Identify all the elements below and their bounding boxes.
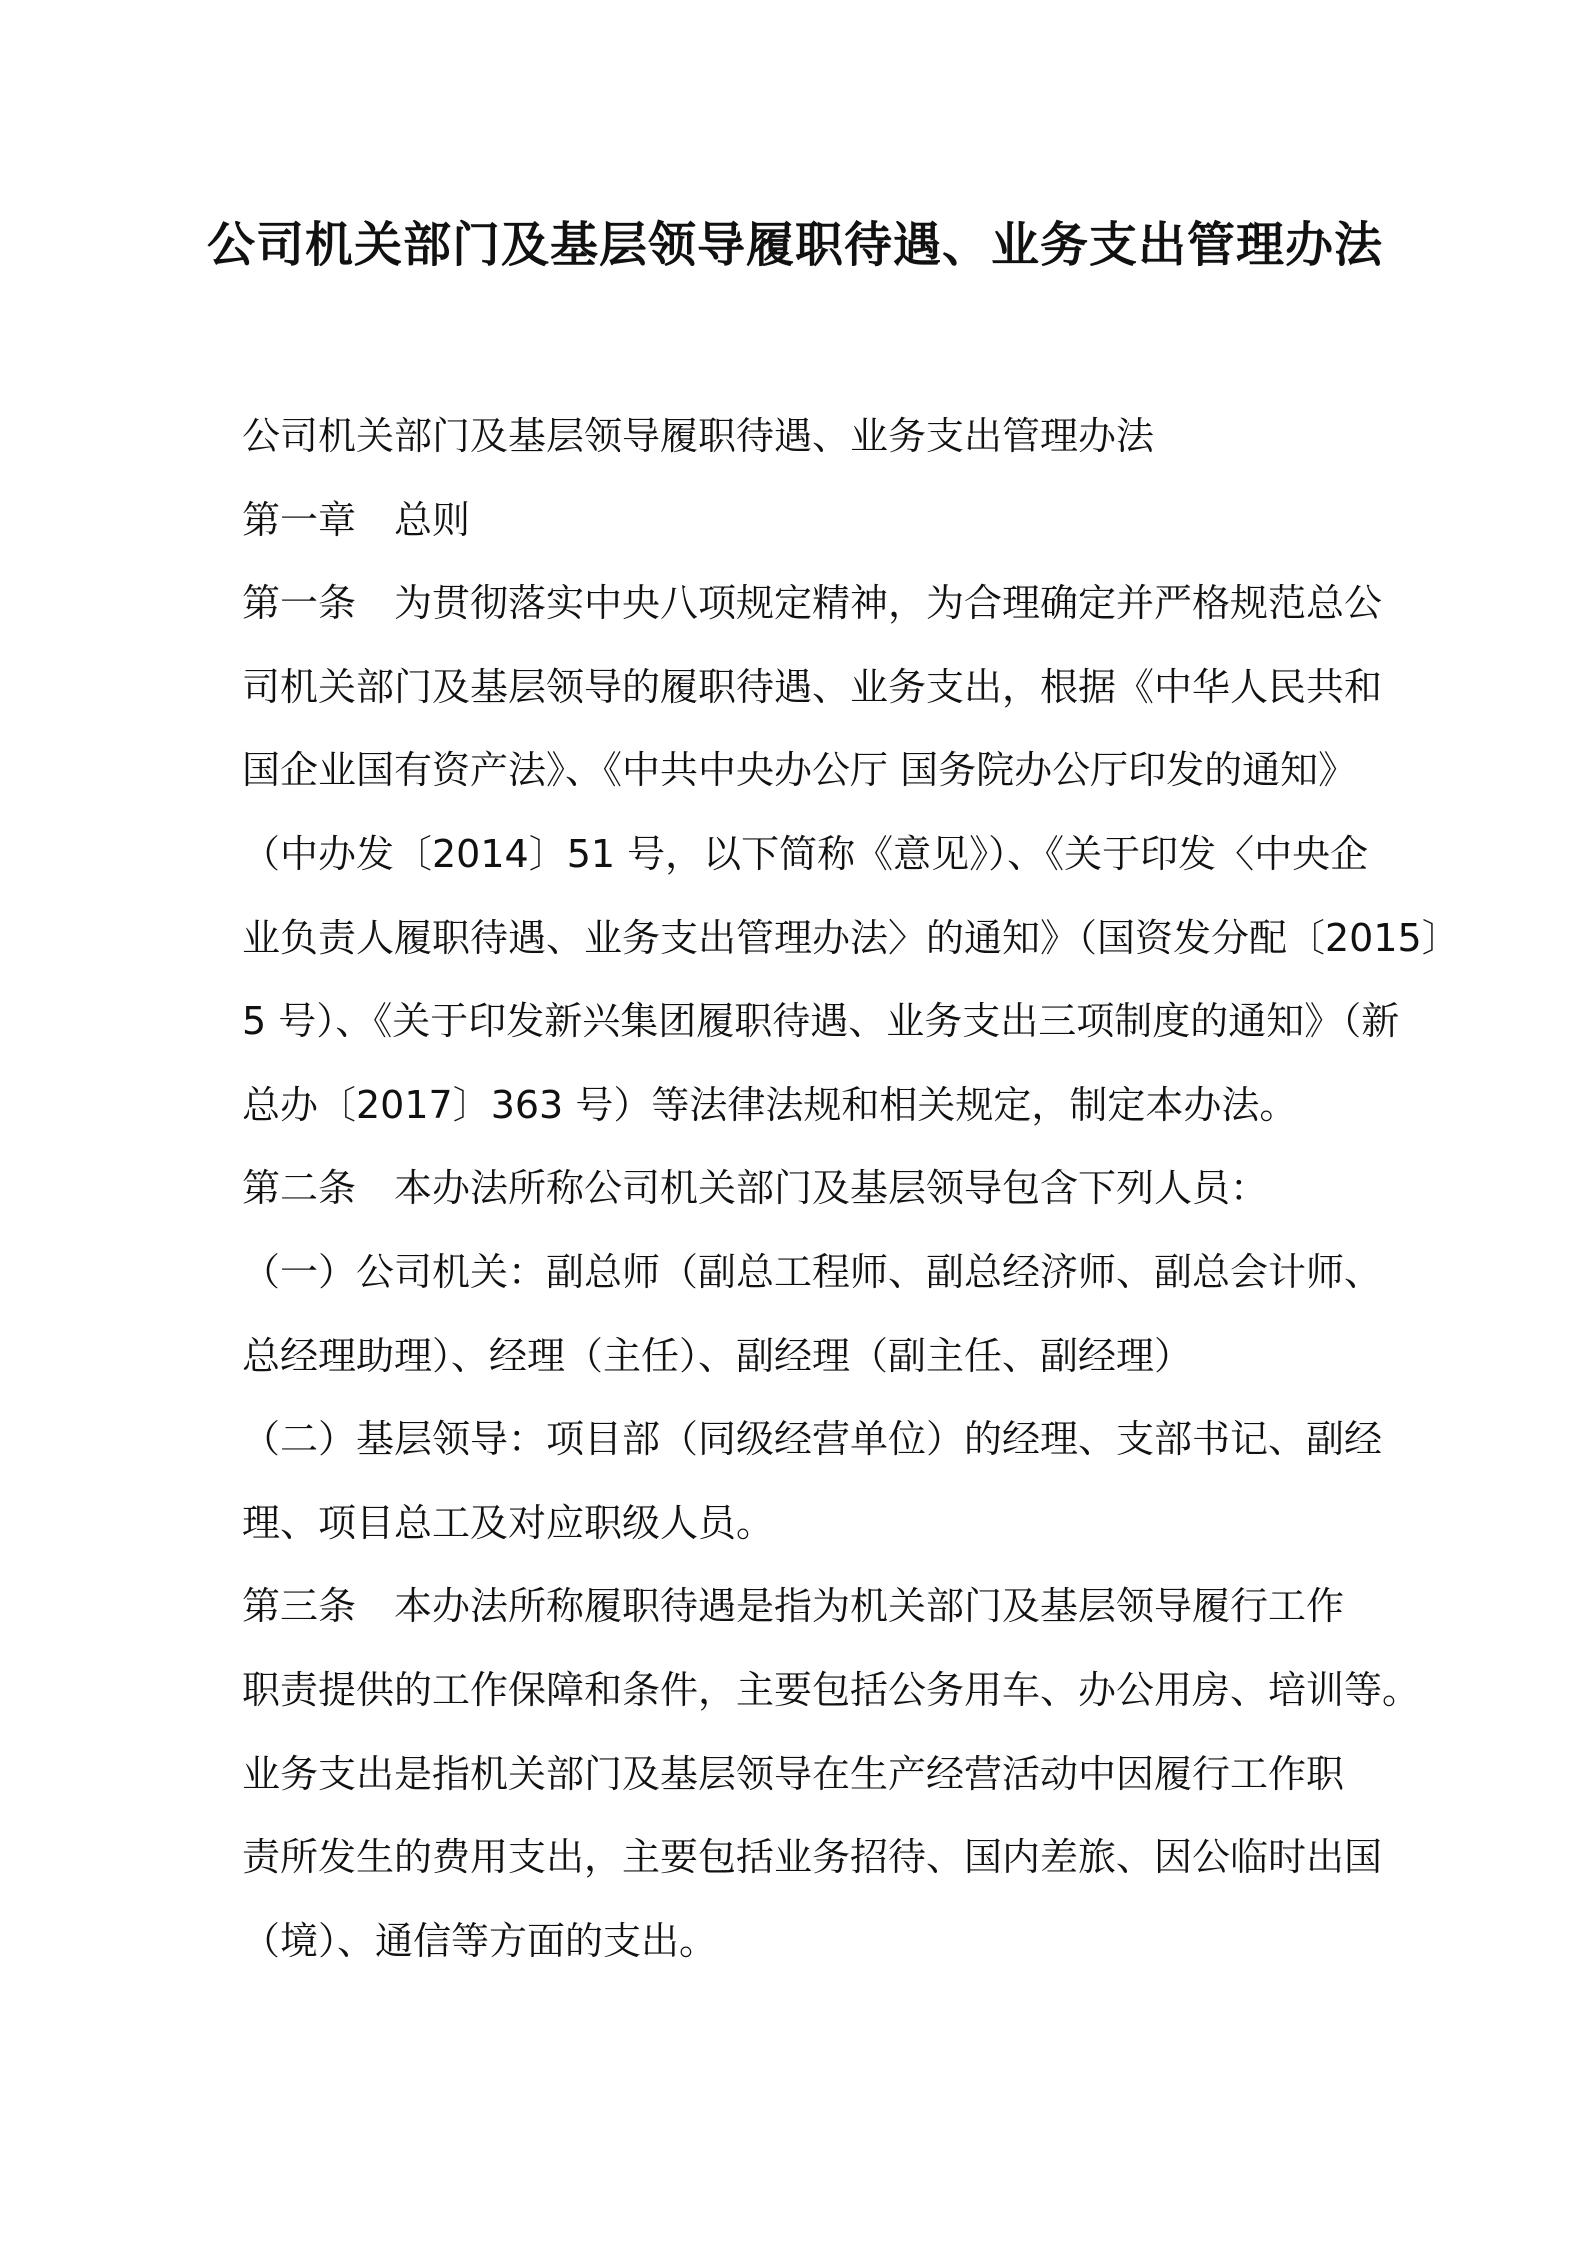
body-line: 5 号）、《关于印发新兴集团履职待遇、业务支出三项制度的通知》（新 (242, 999, 1400, 1044)
body-line: 总经理助理）、经理（主任）、副经理（副主任、副经理） (242, 1333, 1193, 1378)
body-line: 国企业国有资产法》、《中共中央办公厅 国务院办公厅印发的通知》 (242, 748, 1357, 793)
body-line: 业负责人履职待遇、业务支出管理办法〉的通知》（国资发分配〔2015〕 (242, 915, 1460, 960)
document-body (242, 395, 1460, 1983)
body-line: 总办〔2017〕363 号）等法律法规和相关规定，制定本办法。 (242, 1082, 1298, 1127)
body-line: 理、项目总工及对应职级人员。 (242, 1500, 775, 1545)
body-line: （中办发〔2014〕51 号，以下简称《意见》）、《关于印发〈中央企 (242, 831, 1369, 876)
body-line: 责所发生的费用支出，主要包括业务招待、国内差旅、因公临时出国 (242, 1835, 1383, 1880)
document-title: 公司机关部门及基层领导履职待遇、业务支出管理办法 (206, 217, 1383, 273)
subtitle-line: 公司机关部门及基层领导履职待遇、业务支出管理办法 (242, 414, 1155, 458)
body-line: 司机关部门及基层领导的履职待遇、业务支出，根据《中华人民共和 (242, 664, 1383, 709)
body-line: 第一条 为贯彻落实中央八项规定精神，为合理确定并严格规范总公 (242, 581, 1383, 626)
body-line: （二）基层领导：项目部（同级经营单位）的经理、支部书记、副经 (242, 1417, 1383, 1462)
body-line: 职责提供的工作保障和条件，主要包括公务用车、办公用房、培训等。 (242, 1667, 1421, 1712)
body-line: 业务支出是指机关部门及基层领导在生产经营活动中因履行工作职 (242, 1751, 1345, 1796)
body-line: （一）公司机关：副总师（副总工程师、副总经济师、副总会计师、 (242, 1249, 1383, 1294)
body-line: 第三条 本办法所称履职待遇是指为机关部门及基层领导履行工作 (242, 1584, 1345, 1629)
chapter-heading: 第一章 总则 (242, 497, 471, 542)
body-line: （境）、通信等方面的支出。 (242, 1918, 718, 1963)
body-line: 第二条 本办法所称公司机关部门及基层领导包含下列人员： (242, 1166, 1269, 1211)
